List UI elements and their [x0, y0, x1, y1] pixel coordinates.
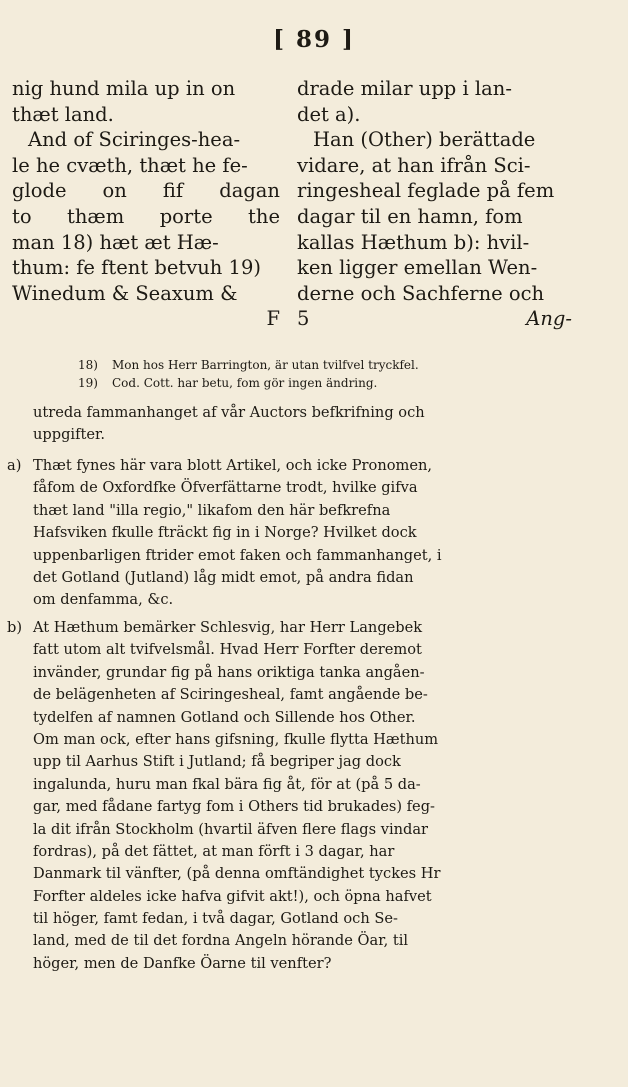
footnote-mark: 18) [78, 358, 98, 372]
footnote-text: Cod. Cott. har betu, fom gör ingen ändring. [112, 376, 378, 390]
text-line: le he cvæth, thæt he fe- [12, 153, 248, 177]
continuation-note [33, 402, 561, 447]
catchword: Ang- [526, 307, 572, 331]
note-line: Hafsviken fkulle fträckt fig in i Norge? Hvilket dock [33, 524, 417, 542]
note-line: det Gotland (Jutland) låg midt emot, på andra fidan [33, 568, 414, 586]
text-line: to thæm porte the [12, 204, 280, 228]
text-line: And of Sciringes-hea- [28, 128, 241, 152]
page-header [0, 26, 628, 53]
note-line: invänder, grundar fig på hans oriktiga tanka angåen- [33, 663, 425, 681]
text-line: man 18) hæt æt Hæ- [12, 230, 219, 254]
swedish-column [297, 76, 572, 332]
footnote [78, 356, 558, 374]
signature-mark: F [266, 307, 280, 331]
note-line: land, med de til det fordna Angeln hörande Öar, til [33, 932, 409, 950]
note-line: fatt utom alt tvifvelsmål. Hvad Herr Forfter deremot [33, 641, 422, 659]
note-line: gar, med fådane fartyg fom i Others tid brukades) feg- [33, 798, 435, 816]
note-line: fåfom de Oxfordfke Öfverfättarne trodt, hvilke gifva [33, 479, 418, 497]
note-line: fordras), på det fättet, at man förft i 3 dagar, har [33, 842, 395, 860]
note-line: uppgifter. [33, 426, 106, 444]
note-b [7, 617, 561, 975]
note-line: upp til Aarhus Stift i Jutland; få begriper jag dock [33, 753, 401, 771]
note-line: de belägenheten af Sciringesheal, famt angående be- [33, 686, 428, 704]
text-line: drade milar upp i lan- [297, 77, 512, 100]
footnote [78, 374, 558, 392]
note-line: ingalunda, huru man fkal bära fig åt, för at (på 5 da- [33, 775, 421, 793]
text-line: ken ligger emellan Wen- [297, 256, 538, 280]
signature-number: 5 [297, 307, 310, 331]
text-line: det a). [297, 102, 361, 126]
note-line: om denfamma, &c. [33, 591, 174, 609]
text-line: dagar til en hamn, fom [297, 204, 523, 228]
note-line: la dit ifrån Stockholm (hvartil äfven flere flags vindar [33, 820, 429, 838]
note-line: höger, men de Danfke Öarne til venfter? [33, 954, 332, 972]
note-line: Forfter aldeles icke hafva gifvit akt!), och öpna hafvet [33, 887, 432, 905]
note-a [7, 455, 561, 612]
text-line: kallas Hæthum b): hvil- [297, 230, 530, 254]
footnote-mark: 19) [78, 376, 98, 390]
footnote-text: Mon hos Herr Barrington, är utan tvilfvel tryckfel. [112, 358, 419, 372]
note-line: tydelfen af namnen Gotland och Sillende hos Other. [33, 708, 416, 726]
note-line: til höger, famt fedan, i två dagar, Gotland och Se- [33, 910, 398, 928]
text-line: Han (Other) berättade [313, 128, 536, 152]
note-line: uppenbarligen ftrider emot faken och fammanhanget, i [33, 546, 442, 564]
text-line: derne och Sachferne och [297, 281, 545, 305]
note-line: At Hæthum bemärker Schlesvig, har Herr Langebek [33, 619, 423, 636]
text-line: thæt land. [12, 102, 114, 126]
signature-line [297, 306, 572, 332]
old-english-column [12, 76, 280, 332]
text-line: Winedum & Seaxum & [12, 281, 238, 305]
note-line: Thæt fynes här vara blott Artikel, och icke Pronomen, [33, 457, 433, 474]
text-line: nig hund mila up in on [12, 77, 236, 100]
note-label: b) [7, 619, 23, 636]
page-number: [ 89 ] [273, 26, 355, 53]
note-line: thæt land "illa regio," likafom den här befkrefna [33, 501, 391, 519]
text-line: thum: fe ftent betvuh 19) [12, 256, 261, 280]
note-line: utreda fammanhanget af vår Auctors befkrifning och [33, 404, 425, 421]
text-line: ringesheal feglade på fem [297, 179, 555, 203]
note-line: Danmark til vänfter, (på denna omftändighet tyckes Hr [33, 865, 441, 883]
parallel-text [12, 76, 618, 346]
text-line: glode on fif dagan [12, 179, 280, 203]
text-line: vidare, at han ifrån Sci- [297, 153, 531, 177]
note-label: a) [7, 457, 22, 474]
note-line: Om man ock, efter hans gifsning, fkulle flytta Hæthum [33, 730, 439, 748]
